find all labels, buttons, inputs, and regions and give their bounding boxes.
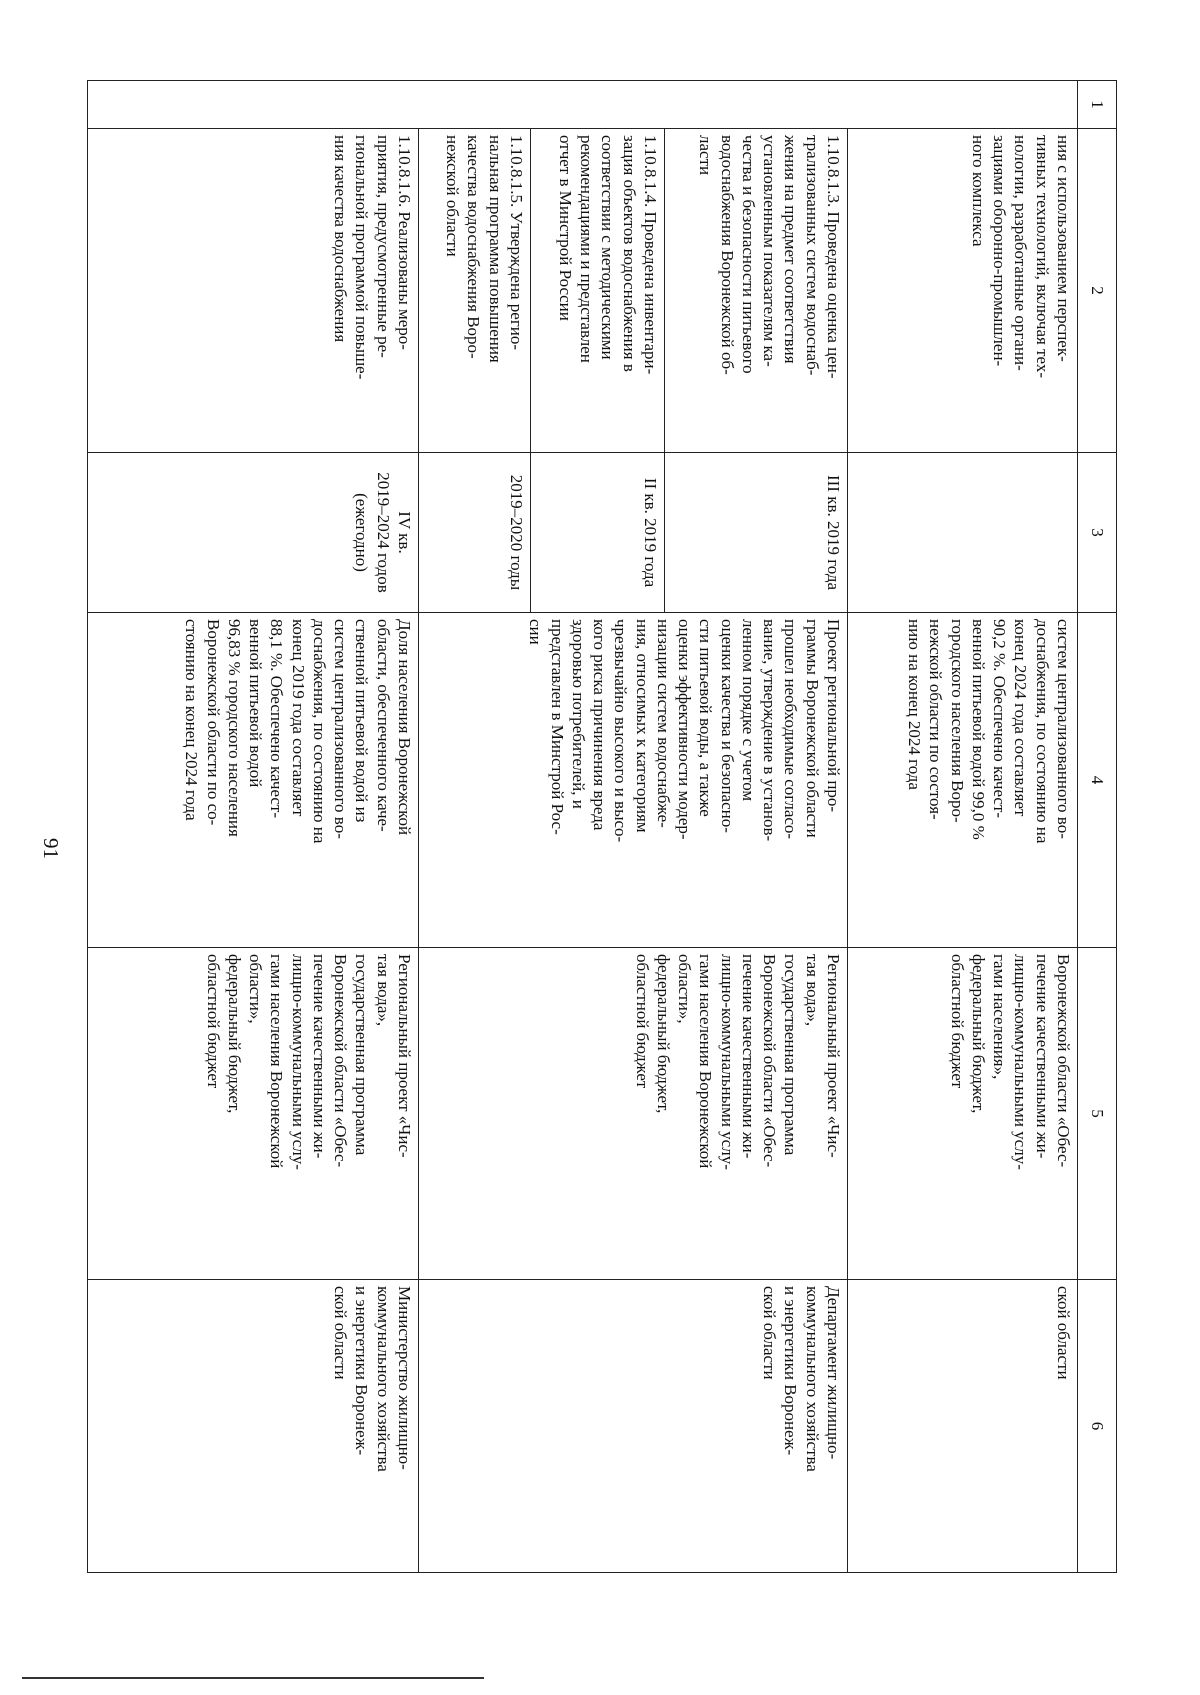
column-header-6: 6 bbox=[1078, 1280, 1117, 1573]
table-cell-activity: 1.10.8.1.6. Реализованы меро- приятия, предусмотренные ре- гиональной программой повыше- ния качества водоснабжения bbox=[88, 129, 419, 453]
table-cell-term bbox=[848, 453, 1078, 613]
column-header-3: 3 bbox=[1078, 453, 1117, 613]
column-header-2: 2 bbox=[1078, 129, 1117, 453]
table-cell-term: II кв. 2019 года bbox=[531, 453, 665, 613]
table-row bbox=[88, 81, 419, 1573]
table-cell-activity: 1.10.8.1.4. Проведена инвентари- зация объектов водоснабжения в соответствии с методическими рекомендациями и представлен отчет в Минстрой России bbox=[531, 129, 665, 453]
table-row bbox=[665, 81, 848, 1573]
document-table bbox=[87, 80, 1117, 1573]
table-cell-executor: ской области bbox=[848, 1280, 1078, 1573]
table-cell-result: систем централизованного во- доснабжения, по состоянию на конец 2024 года составляет 90,2 %. Обеспечено качест- венной питьевой водой 99,0 % городского населения Воро- нежской области по состоя- нию на конец 2024 года bbox=[848, 613, 1078, 948]
table-cell-activity: ния с использованием перспек- тивных технологий, включая тех- нологии, разработанные органи- зациями оборонно-промышлен- ного комплекса bbox=[848, 129, 1078, 453]
column-header-5: 5 bbox=[1078, 948, 1117, 1280]
table-cell-result: Доля населения Воронежской области, обеспеченного каче- ственной питьевой водой из систем централизованного во- доснабжения, по состоянию на конец 2019 года составляет 88,1 %. Обеспечено качест- венной питьевой водой 96,83 % городского населения Воронежской области по со- стоянию на конец 2024 года bbox=[88, 613, 419, 948]
table-cell-number bbox=[88, 81, 1078, 129]
table-cell-result: Проект региональной про- граммы Воронежской области прошел необходимые согласо- вание, утверждение в установ- ленном порядке с учетом оценки качества и безопасно- сти питьевой воды, а также оценки эффективности модер- низации систем водоснабже- ния, относимых к категориям чрезвычайно высокого и высо- кого риска причинения вреда здоровью потребителей, и представлен в Минстрой Рос- сии bbox=[419, 613, 848, 948]
table-cell-activity: 1.10.8.1.5. Утверждена регио- нальная программа повышения качества водоснабжения Воро- нежской области bbox=[419, 129, 531, 453]
rotated-page-content bbox=[87, 80, 1117, 1572]
table-cell-executor: Министерство жилищно- коммунального хозяйства и энергетики Воронеж- ской области bbox=[88, 1280, 419, 1573]
table-header-row bbox=[1078, 81, 1117, 1573]
table-cell-executor: Департамент жилищно- коммунального хозяйства и энергетики Воронеж- ской области bbox=[419, 1280, 848, 1573]
page-number: 91 bbox=[39, 838, 63, 859]
table-cell-activity: 1.10.8.1.3. Проведена оценка цен- трализованных систем водоснаб- жения на предмет соответствия установленным показателям ка- чества и безопасности питьевого водоснабжения Воронежской об- ласти bbox=[665, 129, 848, 453]
table-row bbox=[848, 81, 1078, 1573]
table-cell-source: Воронежской области «Обес- печение качественными жи- лищно-коммунальными услу- гами населения», федеральный бюджет, областной бюджет bbox=[848, 948, 1078, 1280]
table-cell-term: III кв. 2019 года bbox=[665, 453, 848, 613]
column-header-1: 1 bbox=[1078, 81, 1117, 129]
table-cell-term: IV кв. 2019–2024 годов (ежегодно) bbox=[88, 453, 419, 613]
table-cell-term: 2019–2020 годы bbox=[419, 453, 531, 613]
column-header-4: 4 bbox=[1078, 613, 1117, 948]
table-cell-source: Региональный проект «Чис- тая вода», государственная программа Воронежской области «Обес- печение качественными жи- лищно-коммунальными услу- гами населения Воронежской области», федеральный бюджет, областной бюджет bbox=[419, 948, 848, 1280]
bottom-rule bbox=[22, 1677, 484, 1679]
table-cell-source: Региональный проект «Чис- тая вода», государственная программа Воронежской области «Обес- печение качественными жи- лищно-коммунальными услу- гами населения Воронежской области», федеральный бюджет, областной бюджет bbox=[88, 948, 419, 1280]
